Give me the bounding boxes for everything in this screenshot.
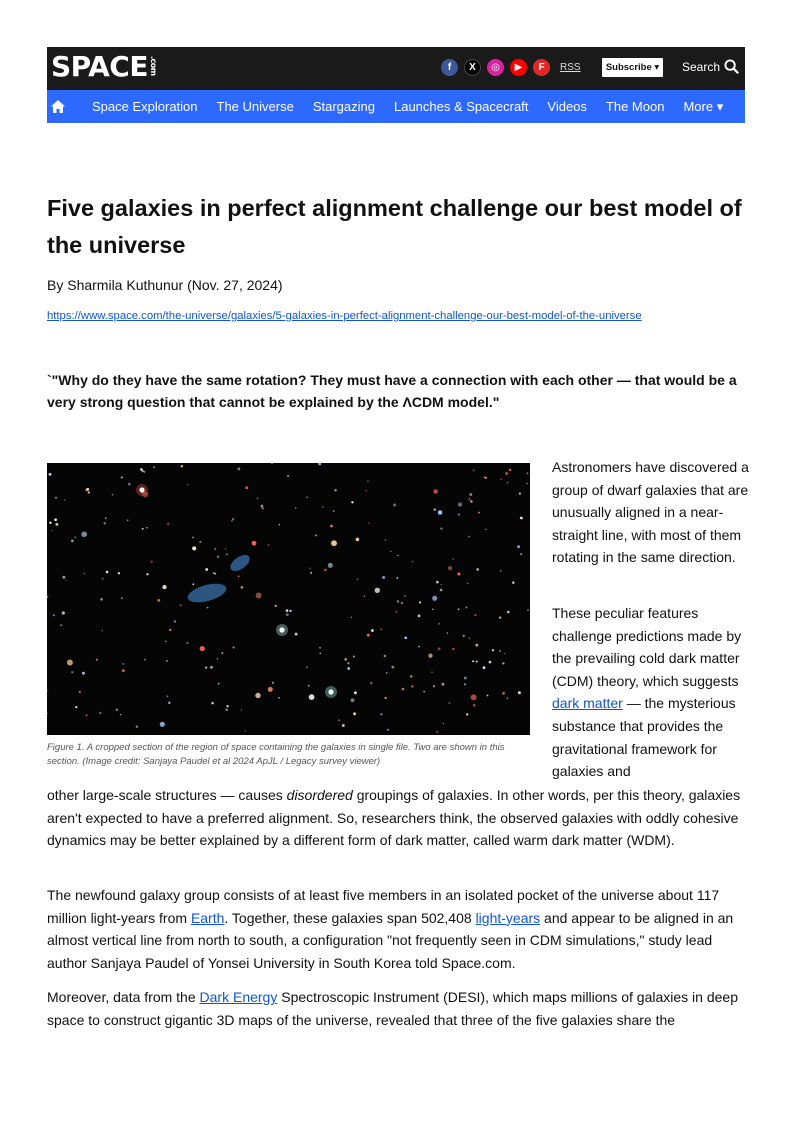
facebook-icon[interactable]: f [441, 59, 458, 76]
nav-item-videos[interactable]: Videos [547, 99, 587, 114]
home-icon[interactable] [51, 100, 73, 113]
social-links [441, 59, 581, 76]
site-logo[interactable]: SPACE.com [51, 50, 158, 83]
nav-item-launches[interactable]: Launches & Spacecraft [393, 99, 529, 114]
dark-energy-link[interactable]: Dark Energy [199, 989, 278, 1005]
rss-link[interactable]: RSS [560, 62, 581, 73]
search-icon [724, 59, 739, 74]
paragraph-2-continued: other large-scale structures — causes disordered groupings of galaxies. In other words, per this theory, galaxies aren't expected to have a preferred alignment. So, researchers think, the observed galaxies with oddly cohesive dynamics may be better explained by a different form of dark matter, called warm dark matter (WDM). [47, 787, 741, 849]
flipboard-icon[interactable]: F [533, 59, 550, 76]
nav-item-space-exploration[interactable]: Space Exploration [92, 99, 198, 114]
youtube-icon[interactable]: ▶ [510, 59, 527, 76]
article-url-link[interactable]: https://www.space.com/the-universe/galaxies/5-galaxies-in-perfect-alignment-challenge-our-best-model-of-the-universe [47, 310, 642, 322]
paragraph-3: The newfound galaxy group consists of at least five members in an isolated pocket of the universe about 117 million light-years from Earth. Together, these galaxies span 502,408 light-years and appear to be aligned in an almost vertical line from north to south, a configuration "not frequently seen in CDM simulations," study lead author Sanjaya Paudel of Yonsei University in South Korea told Space.com. [47, 887, 734, 971]
paragraph-4: Moreover, data from the Dark Energy Spectroscopic Instrument (DESI), which maps millions of galaxies in deep space to construct gigantic 3D maps of the universe, revealed that three of the five galaxies share the [47, 989, 738, 1028]
light-years-link[interactable]: light-years [475, 909, 541, 926]
figure-caption: Figure 1. A cropped section of the region of space containing the galaxies in single file. Two are shown in this section. (Image credit: Sanjaya Paudel et al 2024 ApJL / Legacy survey viewer) [47, 742, 505, 767]
nav-item-the-universe[interactable]: The Universe [216, 99, 294, 114]
earth-link[interactable]: Earth [190, 909, 225, 926]
nav-item-the-moon[interactable]: The Moon [605, 99, 665, 114]
instagram-icon[interactable]: ◎ [487, 59, 504, 76]
nav-item-more[interactable]: More ▾ [683, 98, 724, 114]
article-byline: By Sharmila Kuthunur (Nov. 27, 2024) [47, 277, 283, 293]
dark-matter-link[interactable]: dark matter [552, 695, 623, 712]
main-nav [47, 90, 745, 123]
galaxy-image [47, 463, 530, 735]
article-title: Five galaxies in perfect alignment challenge our best model of the universe [47, 195, 742, 258]
search-label: Search [682, 59, 721, 74]
site-header [47, 47, 745, 90]
search-button[interactable] [682, 59, 739, 74]
subscribe-button[interactable]: Subscribe ▾ [602, 58, 663, 77]
nav-item-stargazing[interactable]: Stargazing [312, 99, 375, 114]
paragraph-1: Astronomers have discovered a group of dwarf galaxies that are unusually aligned in a near-straight line, with most of them rotating in the same direction. [552, 459, 749, 566]
x-icon[interactable]: X [464, 59, 481, 76]
paragraph-2: These peculiar features challenge predictions made by the prevailing cold dark matter (CDM) theory, which suggests dark matter — the mysterious substance that provides the gravitational framework for galaxies and [552, 605, 742, 780]
pull-quote: `"Why do they have the same rotation? They must have a connection with each other — that would be a very strong question that cannot be explained by the ΛCDM model." [47, 372, 737, 410]
